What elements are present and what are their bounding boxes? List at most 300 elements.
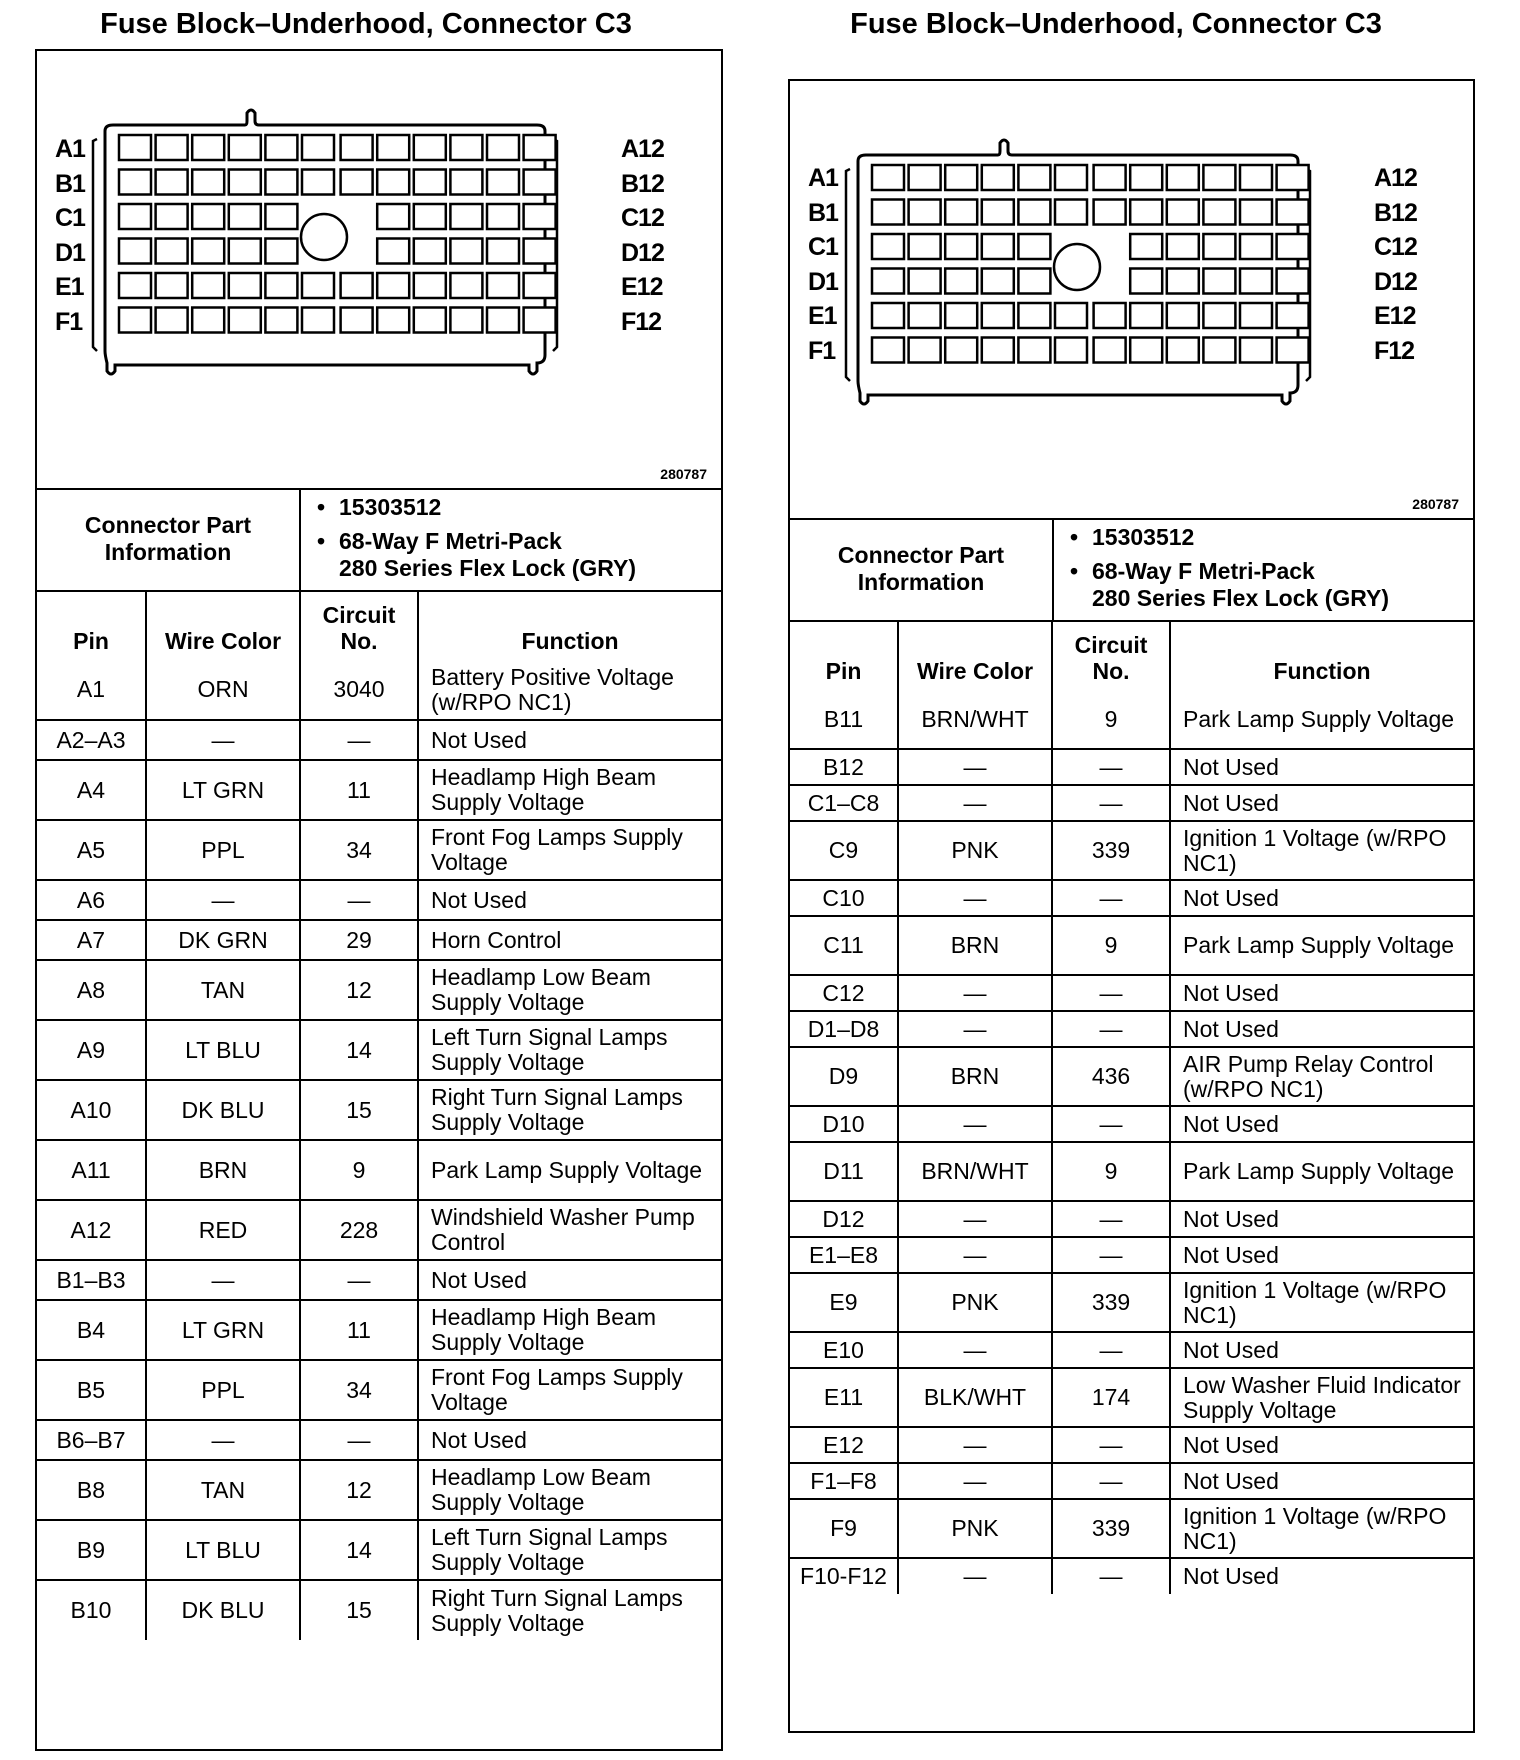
wire-color-cell: BRN/WHT	[898, 690, 1052, 749]
pin-cell: D9	[790, 1047, 898, 1106]
function-cell: Battery Positive Voltage (w/RPO NC1)	[418, 660, 721, 720]
function-cell: Windshield Washer Pump Control	[418, 1200, 721, 1260]
cavity	[156, 135, 188, 160]
cavity	[265, 239, 297, 264]
cavity	[450, 135, 482, 160]
left-part-desc-line1: • 68-Way F Metri-Pack	[339, 528, 721, 555]
cavity	[192, 273, 224, 298]
table-row	[37, 1360, 721, 1420]
function-cell: Not Used	[1170, 880, 1473, 916]
cavity	[414, 273, 446, 298]
table-row	[37, 960, 721, 1020]
circuit-cell: 228	[300, 1200, 418, 1260]
function-cell: Low Washer Fluid Indicator Supply Voltage	[1170, 1368, 1473, 1427]
pin-cell: B10	[37, 1580, 146, 1640]
wire-color-cell: DK BLU	[146, 1080, 300, 1140]
wire-color-cell: RED	[146, 1200, 300, 1260]
left-diagram-code: 280787	[660, 466, 707, 482]
table-row	[37, 1200, 721, 1260]
circuit-cell: —	[1052, 1558, 1170, 1594]
row-label: D12	[621, 238, 664, 267]
cavity	[1018, 338, 1050, 363]
cavity	[377, 273, 409, 298]
cavity	[909, 303, 941, 328]
cavity	[1277, 200, 1309, 225]
pin-cell: A8	[37, 960, 146, 1020]
function-cell: Not Used	[418, 1260, 721, 1300]
pin-cell: C11	[790, 916, 898, 975]
circuit-cell: 174	[1052, 1368, 1170, 1427]
pin-cell: A12	[37, 1200, 146, 1260]
row-label: C1	[55, 204, 85, 232]
table-row	[37, 1260, 721, 1300]
left-connector-info-label: Connector Part Information	[37, 488, 301, 590]
circuit-cell: 11	[300, 1300, 418, 1360]
function-cell: Not Used	[418, 880, 721, 920]
cavity	[1277, 165, 1309, 190]
table-row	[790, 1011, 1473, 1047]
circuit-cell: 29	[300, 920, 418, 960]
circuit-cell: 12	[300, 1460, 418, 1520]
row-label: A12	[621, 135, 664, 163]
cavity	[945, 165, 977, 190]
right-connector-box	[788, 79, 1475, 1733]
table-row	[37, 660, 721, 720]
cavity	[1130, 200, 1162, 225]
wire-color-cell: TAN	[146, 1460, 300, 1520]
cavity	[119, 239, 151, 264]
function-cell: Horn Control	[418, 920, 721, 960]
cavity	[1167, 303, 1199, 328]
wire-color-cell: PNK	[898, 821, 1052, 880]
pin-cell: A10	[37, 1080, 146, 1140]
row-label: F12	[1374, 336, 1415, 365]
wire-color-cell: LT BLU	[146, 1520, 300, 1580]
circuit-cell: 3040	[300, 660, 418, 720]
row-label: D1	[808, 267, 838, 296]
cavity	[414, 239, 446, 264]
row-label: D12	[1374, 267, 1417, 296]
table-row	[790, 916, 1473, 975]
row-label: A1	[808, 164, 838, 192]
table-row	[790, 1463, 1473, 1499]
table-row	[790, 1237, 1473, 1273]
left-part-number: • 15303512	[339, 494, 721, 521]
wire-color-cell: —	[898, 1237, 1052, 1273]
cavity	[156, 170, 188, 195]
circuit-cell: —	[1052, 1011, 1170, 1047]
row-label: F1	[808, 336, 836, 365]
cavity	[524, 308, 556, 333]
left-connector-info	[37, 488, 721, 592]
table-row	[37, 760, 721, 820]
pin-cell: D1–D8	[790, 1011, 898, 1047]
wire-color-cell: DK BLU	[146, 1580, 300, 1640]
cavity	[377, 135, 409, 160]
right-header-wire-color: Wire Color	[898, 620, 1052, 690]
cavity	[229, 273, 261, 298]
cavity	[377, 308, 409, 333]
function-cell: Not Used	[1170, 785, 1473, 821]
circuit-cell: 339	[1052, 1273, 1170, 1332]
left-title: Fuse Block–Underhood, Connector C3	[100, 8, 632, 40]
cavity	[1203, 234, 1235, 259]
circuit-cell: —	[300, 1260, 418, 1300]
cavity	[909, 338, 941, 363]
pin-cell: B12	[790, 749, 898, 785]
row-label: A12	[1374, 164, 1417, 192]
cavity	[945, 200, 977, 225]
left-part-desc-line2: 280 Series Flex Lock (GRY)	[339, 555, 637, 581]
cavity	[156, 308, 188, 333]
cavity	[302, 170, 334, 195]
cavity	[872, 338, 904, 363]
wire-color-cell: —	[898, 785, 1052, 821]
right-panel	[760, 0, 1520, 1760]
wire-color-cell: LT GRN	[146, 760, 300, 820]
cavity	[524, 273, 556, 298]
cavity	[487, 135, 519, 160]
left-pin-table	[37, 590, 721, 1640]
cavity	[341, 273, 373, 298]
left-connector-drawing	[37, 51, 721, 488]
cavity	[265, 308, 297, 333]
pin-cell: C1–C8	[790, 785, 898, 821]
cavity	[909, 234, 941, 259]
cavity	[156, 239, 188, 264]
pin-cell: A11	[37, 1140, 146, 1200]
cavity	[192, 135, 224, 160]
circuit-cell: —	[1052, 785, 1170, 821]
circuit-cell: 9	[300, 1140, 418, 1200]
cavity	[1240, 200, 1272, 225]
circuit-cell: —	[300, 720, 418, 760]
right-header-pin: Pin	[790, 620, 898, 690]
table-row	[790, 1368, 1473, 1427]
wire-color-cell: —	[898, 975, 1052, 1011]
cavity	[872, 200, 904, 225]
table-row	[37, 1080, 721, 1140]
cavity	[156, 273, 188, 298]
table-row	[37, 1300, 721, 1360]
pin-cell: A7	[37, 920, 146, 960]
function-cell: Not Used	[1170, 1463, 1473, 1499]
cavity	[1203, 165, 1235, 190]
wire-color-cell: BRN	[146, 1140, 300, 1200]
table-row	[37, 920, 721, 960]
function-cell: Not Used	[1170, 1332, 1473, 1368]
row-label: B12	[621, 169, 664, 198]
table-row	[790, 975, 1473, 1011]
cavity	[1240, 338, 1272, 363]
circuit-cell: —	[300, 880, 418, 920]
row-label: D1	[55, 238, 85, 267]
cavity	[872, 303, 904, 328]
wire-color-cell: PPL	[146, 1360, 300, 1420]
cavity	[1203, 338, 1235, 363]
wire-color-cell: BLK/WHT	[898, 1368, 1052, 1427]
table-row	[790, 821, 1473, 880]
pin-cell: C9	[790, 821, 898, 880]
cavity	[1130, 303, 1162, 328]
cavity	[450, 308, 482, 333]
wire-color-cell: PPL	[146, 820, 300, 880]
circuit-cell: —	[1052, 1463, 1170, 1499]
cavity	[1130, 338, 1162, 363]
circuit-cell: —	[1052, 1237, 1170, 1273]
cavity	[229, 170, 261, 195]
function-cell: Right Turn Signal Lamps Supply Voltage	[418, 1580, 721, 1640]
wire-color-cell: —	[898, 1106, 1052, 1142]
function-cell: Left Turn Signal Lamps Supply Voltage	[418, 1020, 721, 1080]
right-connector-drawing	[790, 81, 1473, 518]
wire-color-cell: —	[898, 1427, 1052, 1463]
cavity	[982, 303, 1014, 328]
right-header-function: Function	[1170, 620, 1473, 690]
pin-cell: A1	[37, 660, 146, 720]
pin-cell: E9	[790, 1273, 898, 1332]
pin-cell: B1–B3	[37, 1260, 146, 1300]
pin-cell: B6–B7	[37, 1420, 146, 1460]
circuit-cell: —	[1052, 1106, 1170, 1142]
cavity	[1240, 303, 1272, 328]
cavity	[377, 170, 409, 195]
circuit-cell: 11	[300, 760, 418, 820]
pin-cell: B8	[37, 1460, 146, 1520]
cavity	[1018, 165, 1050, 190]
table-row	[790, 1427, 1473, 1463]
cavity	[1167, 234, 1199, 259]
cavity	[1018, 269, 1050, 294]
function-cell: Not Used	[418, 720, 721, 760]
table-row	[37, 820, 721, 880]
wire-color-cell: —	[898, 1011, 1052, 1047]
wire-color-cell: —	[146, 1260, 300, 1300]
row-label: F1	[55, 307, 83, 336]
pin-cell: C10	[790, 880, 898, 916]
function-cell: Park Lamp Supply Voltage	[1170, 690, 1473, 749]
pin-cell: A6	[37, 880, 146, 920]
circuit-cell: —	[1052, 975, 1170, 1011]
cavity	[450, 170, 482, 195]
cavity	[450, 204, 482, 229]
cavity	[1240, 234, 1272, 259]
function-cell: Front Fog Lamps Supply Voltage	[418, 820, 721, 880]
circuit-cell: —	[1052, 1201, 1170, 1237]
cavity	[1203, 303, 1235, 328]
wire-color-cell: —	[146, 880, 300, 920]
table-row	[790, 1332, 1473, 1368]
function-cell: Park Lamp Supply Voltage	[1170, 1142, 1473, 1201]
cavity	[1055, 200, 1087, 225]
pin-cell: C12	[790, 975, 898, 1011]
cavity	[909, 200, 941, 225]
wire-color-cell: ORN	[146, 660, 300, 720]
table-row	[37, 1460, 721, 1520]
wire-color-cell: PNK	[898, 1499, 1052, 1558]
cavity	[1055, 338, 1087, 363]
table-row	[37, 880, 721, 920]
cavity	[1094, 200, 1126, 225]
table-row	[790, 1273, 1473, 1332]
pin-cell: F10-F12	[790, 1558, 898, 1594]
left-header-function: Function	[418, 590, 721, 660]
table-row	[37, 1580, 721, 1640]
cavity	[119, 204, 151, 229]
cavity	[524, 135, 556, 160]
cavity	[1167, 165, 1199, 190]
row-label: B1	[55, 169, 85, 198]
cavity	[1055, 303, 1087, 328]
table-row	[37, 1140, 721, 1200]
cavity	[1094, 165, 1126, 190]
right-part-desc-line2: 280 Series Flex Lock (GRY)	[1092, 585, 1390, 611]
cavity	[414, 170, 446, 195]
cavity	[1094, 303, 1126, 328]
cavity	[524, 204, 556, 229]
cavity	[265, 273, 297, 298]
function-cell: Left Turn Signal Lamps Supply Voltage	[418, 1520, 721, 1580]
wire-color-cell: —	[898, 749, 1052, 785]
cavity	[1018, 234, 1050, 259]
left-header-circuit-no: Circuit No.	[300, 590, 418, 660]
circuit-cell: —	[1052, 1332, 1170, 1368]
cavity	[302, 273, 334, 298]
pin-cell: E12	[790, 1427, 898, 1463]
pin-cell: B11	[790, 690, 898, 749]
circuit-cell: 34	[300, 820, 418, 880]
cavity	[945, 269, 977, 294]
pin-cell: A2–A3	[37, 720, 146, 760]
function-cell: Not Used	[1170, 749, 1473, 785]
cavity	[1277, 303, 1309, 328]
function-cell: Headlamp Low Beam Supply Voltage	[418, 1460, 721, 1520]
function-cell: Not Used	[1170, 975, 1473, 1011]
function-cell: Front Fog Lamps Supply Voltage	[418, 1360, 721, 1420]
function-cell: Not Used	[1170, 1011, 1473, 1047]
left-header-wire-color: Wire Color	[146, 590, 300, 660]
circuit-cell: 12	[300, 960, 418, 1020]
cavity	[229, 135, 261, 160]
table-row	[790, 1201, 1473, 1237]
cavity	[1094, 338, 1126, 363]
row-label: E12	[621, 273, 663, 301]
table-row	[790, 785, 1473, 821]
cavity	[450, 273, 482, 298]
function-cell: Not Used	[1170, 1558, 1473, 1594]
function-cell: Right Turn Signal Lamps Supply Voltage	[418, 1080, 721, 1140]
cavity	[487, 308, 519, 333]
center-bolt-hole	[301, 214, 347, 260]
cavity	[1203, 269, 1235, 294]
left-connector-info-details	[301, 488, 721, 590]
function-cell: Ignition 1 Voltage (w/RPO NC1)	[1170, 1499, 1473, 1558]
function-cell: Not Used	[1170, 1201, 1473, 1237]
left-connector-box	[35, 49, 723, 1751]
row-label: A1	[55, 135, 85, 163]
table-row	[790, 749, 1473, 785]
row-label: E12	[1374, 302, 1416, 330]
left-header-pin: Pin	[37, 590, 146, 660]
cavity	[487, 204, 519, 229]
circuit-cell: 14	[300, 1520, 418, 1580]
cavity	[414, 204, 446, 229]
table-row	[37, 1520, 721, 1580]
cavity	[341, 170, 373, 195]
right-title: Fuse Block–Underhood, Connector C3	[850, 8, 1382, 40]
cavity	[229, 308, 261, 333]
wire-color-cell: —	[898, 1463, 1052, 1499]
cavity	[1277, 234, 1309, 259]
cavity	[487, 239, 519, 264]
cavity	[1240, 165, 1272, 190]
row-label: E1	[808, 302, 837, 330]
cavity	[1130, 234, 1162, 259]
cavity	[1277, 338, 1309, 363]
row-label: C12	[621, 204, 664, 232]
pin-cell: D10	[790, 1106, 898, 1142]
wire-color-cell: —	[898, 1201, 1052, 1237]
cavity	[909, 165, 941, 190]
cavity	[302, 308, 334, 333]
cavity	[487, 170, 519, 195]
pin-cell: B5	[37, 1360, 146, 1420]
circuit-cell: —	[1052, 1427, 1170, 1463]
cavity	[192, 308, 224, 333]
cavity	[229, 204, 261, 229]
right-connector-diagram	[790, 81, 1473, 520]
cavity	[377, 239, 409, 264]
cavity	[119, 170, 151, 195]
cavity	[1167, 338, 1199, 363]
cavity	[1130, 269, 1162, 294]
cavity	[524, 170, 556, 195]
circuit-cell: 34	[300, 1360, 418, 1420]
circuit-cell: —	[1052, 880, 1170, 916]
cavity	[982, 200, 1014, 225]
cavity	[119, 308, 151, 333]
cavity	[1167, 269, 1199, 294]
cavity	[119, 135, 151, 160]
right-part-number: • 15303512	[1092, 524, 1473, 551]
cavity	[982, 269, 1014, 294]
wire-color-cell: LT GRN	[146, 1300, 300, 1360]
circuit-cell: 436	[1052, 1047, 1170, 1106]
circuit-cell: —	[1052, 749, 1170, 785]
right-part-desc-line1: • 68-Way F Metri-Pack	[1092, 558, 1473, 585]
wire-color-cell: TAN	[146, 960, 300, 1020]
right-connector-info-details	[1054, 518, 1473, 620]
cavity	[1018, 303, 1050, 328]
cavity	[265, 135, 297, 160]
wire-color-cell: —	[898, 1558, 1052, 1594]
right-diagram-code: 280787	[1412, 496, 1459, 512]
cavity	[119, 273, 151, 298]
cavity	[1130, 165, 1162, 190]
cavity	[945, 234, 977, 259]
cavity	[982, 165, 1014, 190]
function-cell: Headlamp Low Beam Supply Voltage	[418, 960, 721, 1020]
pin-cell: F9	[790, 1499, 898, 1558]
cavity	[156, 204, 188, 229]
cavity	[982, 338, 1014, 363]
row-label: E1	[55, 273, 84, 301]
cavity	[302, 135, 334, 160]
circuit-cell: 15	[300, 1080, 418, 1140]
cavity	[872, 269, 904, 294]
row-label: B1	[808, 198, 838, 227]
wire-color-cell: BRN	[898, 916, 1052, 975]
